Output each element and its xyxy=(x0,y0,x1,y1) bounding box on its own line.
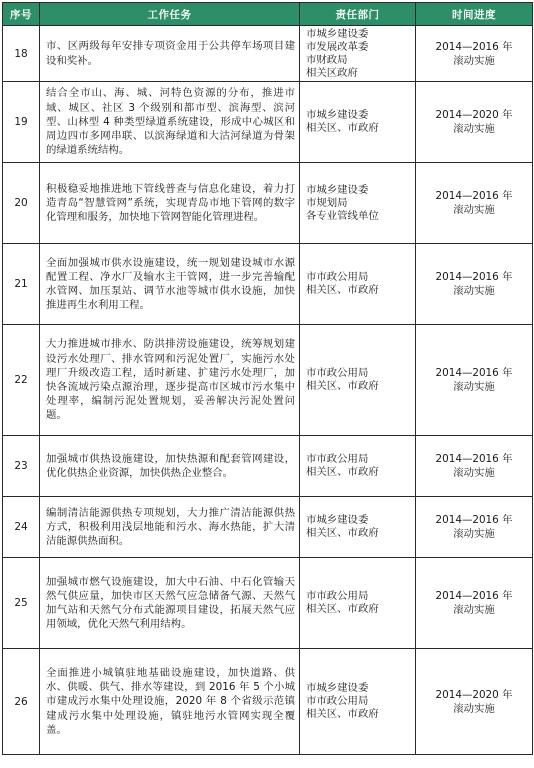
row-task: 积极稳妥地推进地下管线普查与信息化建设，着力打造青岛“智慧管网”系统，实现青岛市地下管网的数字化管理和服务，加快地下管网智能化管理进程。 xyxy=(40,163,300,244)
row-dept xyxy=(300,244,416,325)
table-row xyxy=(3,163,533,244)
dept-line: 市市政公用局 xyxy=(306,367,369,379)
dept-line: 市城乡建设委 xyxy=(306,27,369,40)
dept-line: 相关区、市政府 xyxy=(306,122,379,134)
row-dept xyxy=(300,163,416,244)
dept-line: 相关区、市政府 xyxy=(306,284,379,296)
dept-line: 相关区、市政府 xyxy=(306,380,379,392)
time-range: 2014—2016 年 xyxy=(435,453,513,465)
table-row xyxy=(3,26,533,82)
row-task: 加强城市燃气设施建设，加大中石油、中石化管输天然气供应量，加快市区天然气应急储备气源、天然气加气站和天然气分布式能源项目建设，拓展天然气应用领域，优化天然气利用结构。 xyxy=(40,558,300,649)
time-range: 2014—2016 年 xyxy=(435,590,513,602)
row-time xyxy=(416,26,533,82)
dept-line: 市市政公用局 xyxy=(306,695,369,707)
row-num: 25 xyxy=(3,558,40,649)
row-dept xyxy=(300,649,416,755)
table-row xyxy=(3,244,533,325)
time-range: 2014—2020 年 xyxy=(435,688,513,701)
time-status: 滚动实施 xyxy=(453,528,495,540)
row-dept xyxy=(300,26,416,82)
row-num: 22 xyxy=(3,325,40,436)
row-time xyxy=(416,82,533,163)
row-time xyxy=(416,163,533,244)
dept-line: 各专业管线单位 xyxy=(306,209,379,222)
table-row xyxy=(3,436,533,497)
dept-line: 市规划局 xyxy=(306,196,348,209)
row-time xyxy=(416,649,533,755)
row-num: 20 xyxy=(3,163,40,244)
time-range: 2014—2016 年 xyxy=(435,514,513,526)
row-num: 23 xyxy=(3,436,40,497)
row-task: 市、区两级每年安排专项资金用于公共停车场项目建设和奖补。 xyxy=(40,26,300,82)
table-body xyxy=(3,26,533,755)
time-status: 滚动实施 xyxy=(453,204,495,216)
row-time xyxy=(416,497,533,558)
time-range: 2014—2020 年 xyxy=(435,109,513,121)
row-num: 26 xyxy=(3,649,40,755)
dept-line: 市城乡建设委 xyxy=(306,682,369,694)
time-status: 滚动实施 xyxy=(453,467,495,479)
row-task: 全面推进小城镇驻地基础设施建设，加快道路、供水、供暖、供气、排水等建设，到 2016 年 5 个小城市建成污水集中处理设施，2020 年 8 个省级示范镇建成污水集中处理设施，镇驻地污水管网实现全覆盖。 xyxy=(40,649,300,755)
dept-line: 市财政局 xyxy=(306,53,348,66)
time-status: 滚动实施 xyxy=(453,123,495,135)
row-num: 24 xyxy=(3,497,40,558)
dept-line: 市市政公用局 xyxy=(306,453,369,465)
header-row xyxy=(3,3,533,26)
time-range: 2014—2016 年 xyxy=(435,367,513,379)
table-row xyxy=(3,325,533,436)
header-dept: 责任部门 xyxy=(300,3,416,26)
header-time: 时间进度 xyxy=(416,3,533,26)
dept-line: 相关区、市政府 xyxy=(306,708,379,720)
row-task: 编制清洁能源供热专项规划，大力推广清洁能源供热方式，积极利用浅层地能和污水、海水热能，扩大清洁能源供热面积。 xyxy=(40,497,300,558)
dept-line: 市城乡建设委 xyxy=(306,514,369,526)
table-row xyxy=(3,649,533,755)
row-dept xyxy=(300,82,416,163)
table-row xyxy=(3,497,533,558)
dept-line: 市城乡建设委 xyxy=(306,109,369,121)
dept-line: 相关区、市政府 xyxy=(306,603,379,615)
dept-line: 市城乡建设委 xyxy=(306,183,369,196)
task-table xyxy=(2,2,533,755)
table-row xyxy=(3,558,533,649)
time-range: 2014—2016 年 xyxy=(435,271,513,283)
table-row xyxy=(3,82,533,163)
time-status: 滚动实施 xyxy=(453,285,495,297)
header-num: 序号 xyxy=(3,3,40,26)
dept-line: 相关区政府 xyxy=(306,66,358,79)
row-dept xyxy=(300,558,416,649)
row-time xyxy=(416,436,533,497)
time-status: 滚动实施 xyxy=(453,54,495,67)
dept-line: 市市政公用局 xyxy=(306,590,369,602)
row-task: 加强城市供热设施建设，加快热源和配套管网建设，优化供热企业资源，加快供热企业整合。 xyxy=(40,436,300,497)
row-num: 21 xyxy=(3,244,40,325)
row-task: 全面加强城市供水设施建设，统一规划建设城市水源配置工程、净水厂及输水主干管网，进一步完善输配水管网、加压泵站、调节水池等城市供水设施，加快推进再生水利用工程。 xyxy=(40,244,300,325)
time-range: 2014—2016 年 xyxy=(435,40,513,53)
row-task: 结合全市山、海、城、河特色资源的分布，推进市域、城区、社区 3 个级别和都市型、滨海型、滨河型、山林型 4 种类型绿道系统建设，形成中心城区和周边四市多网串联、以滨海绿道和大沽河绿道为骨架的绿道系统结构。 xyxy=(40,82,300,163)
row-time xyxy=(416,244,533,325)
dept-line: 市市政公用局 xyxy=(306,271,369,283)
time-status: 滚动实施 xyxy=(453,381,495,393)
row-task: 大力推进城市排水、防洪排涝设施建设，统筹规划建设污水处理厂、排水管网和污泥处置厂，实施污水处理厂升级改造工程，适时新建、扩建污水处理厂，加快各流域污染点源治理，逐步提高市区城市污水集中处理率，编制污泥处置规划，妥善解决污泥处置问题。 xyxy=(40,325,300,436)
row-num: 19 xyxy=(3,82,40,163)
row-dept xyxy=(300,325,416,436)
row-dept xyxy=(300,436,416,497)
row-time xyxy=(416,558,533,649)
dept-line: 相关区、市政府 xyxy=(306,466,379,478)
table-header xyxy=(3,3,533,26)
row-time xyxy=(416,325,533,436)
row-num: 18 xyxy=(3,26,40,82)
row-dept xyxy=(300,497,416,558)
time-status: 滚动实施 xyxy=(453,604,495,616)
header-task: 工作任务 xyxy=(40,3,300,26)
time-status: 滚动实施 xyxy=(453,702,495,715)
dept-line: 市发展改革委 xyxy=(306,40,369,53)
dept-line: 相关区、市政府 xyxy=(306,527,379,539)
time-range: 2014—2016 年 xyxy=(435,190,513,202)
